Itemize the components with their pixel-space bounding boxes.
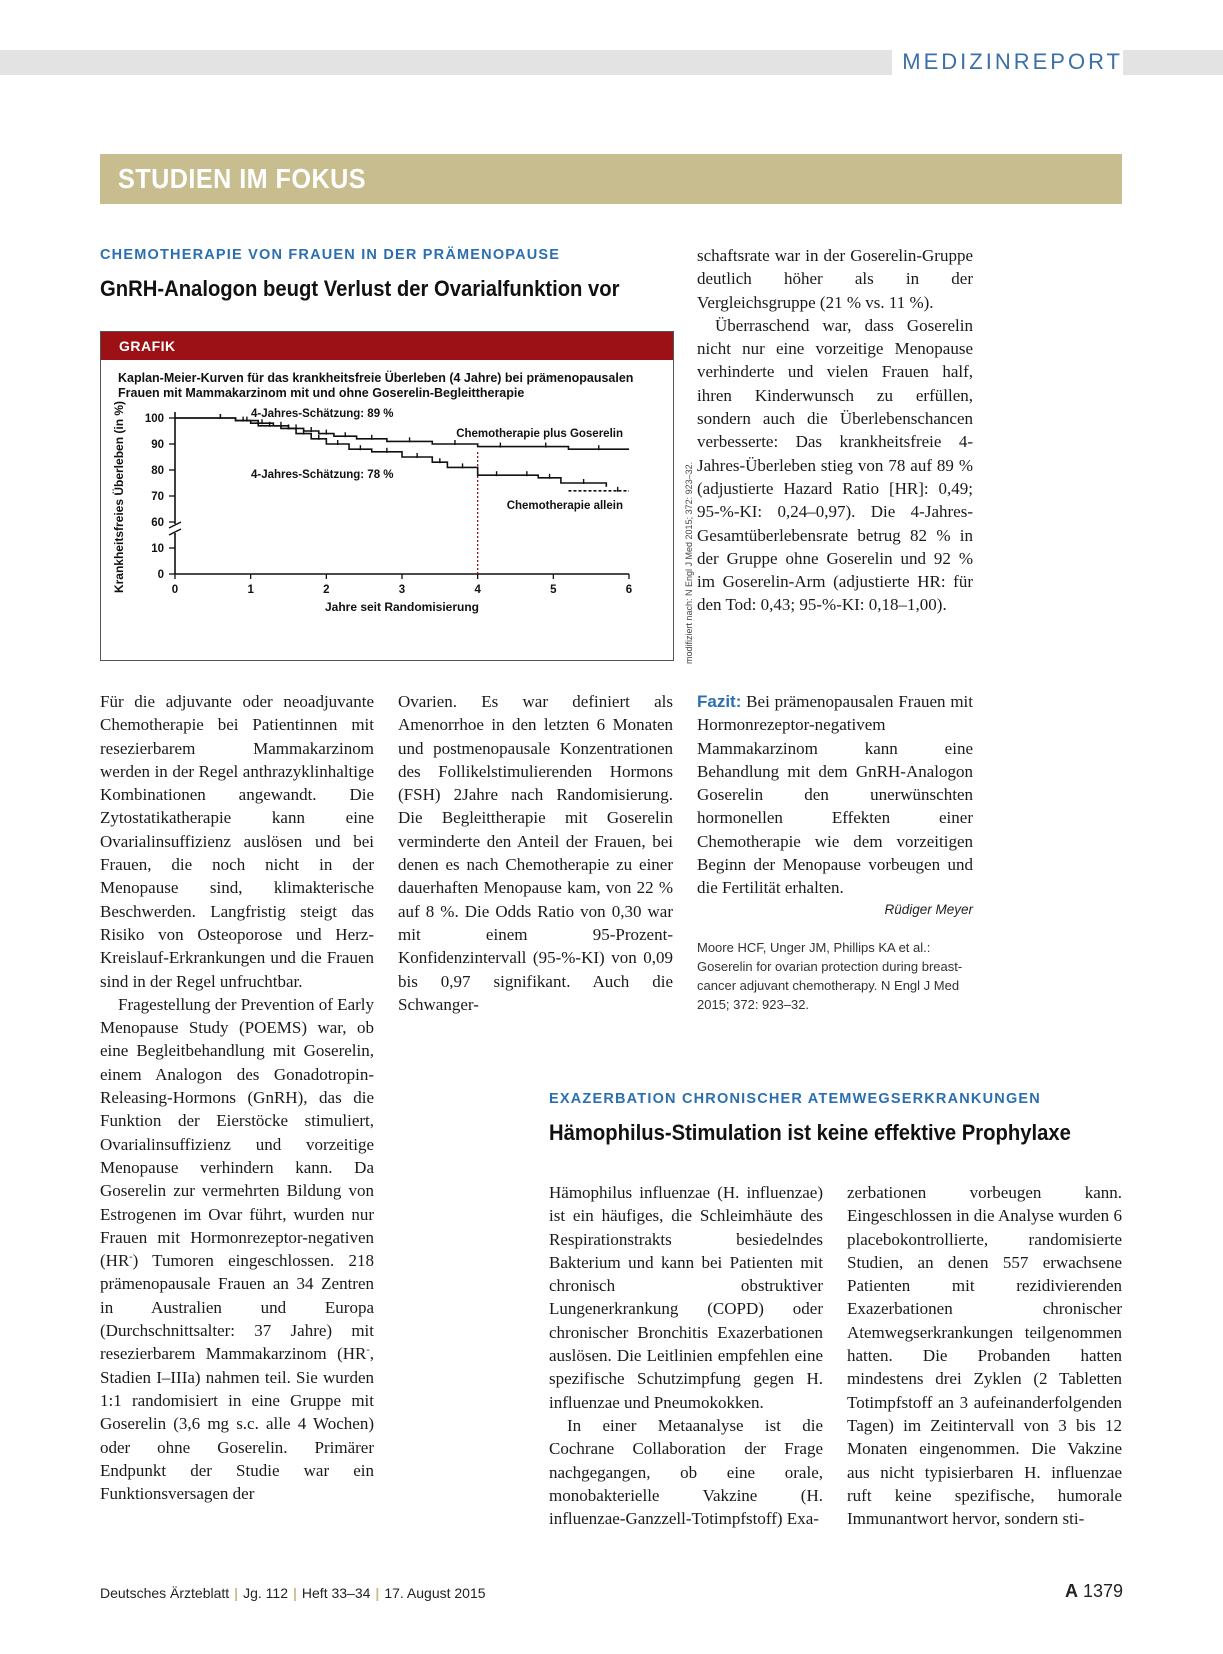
article2-headline: Hämophilus-Stimulation ist keine effektive Prophylaxe bbox=[549, 1120, 1071, 1145]
kaplan-meier-chart bbox=[101, 332, 673, 660]
footer: Deutsches Ärzteblatt | Jg. 112 | Heft 33–34 | 17. August 2015 bbox=[100, 1585, 486, 1601]
article1-column-3 bbox=[697, 244, 973, 617]
article2-kicker: EXAZERBATION CHRONISCHER ATEMWEGSERKRANKUNGEN bbox=[549, 1091, 1041, 1107]
x-tick-label: 5 bbox=[550, 584, 557, 596]
section-banner bbox=[100, 154, 1122, 204]
article1-col3-paragraph-2: Überraschend war, dass Goserelin nicht nur eine vorzeitige Menopause verhinderte und vielen Frauen half, ihren Kinderwunsch zu erfüllen, sondern auch die Überlebenschancen verbesserte: Das krankheitsfreie 4-Jahres-Überleben stieg von 78 auf 89 % (adjustierte Hazard Ratio [HR]: 0,49; 95-%-KI: 0,24–0,97). Die 4-Jahres-Gesamtüberlebensrate betrug 82 % in der Gruppe ohne Goserelin und 92 % im Goserelin-Arm (adjustierte HR: für den Tod: 0,43; 95-%-KI: 0,18–1,00). bbox=[697, 315, 973, 615]
article2-col1-paragraph-2: In einer Metaanalyse ist die Cochrane Collaboration der Frage nachgegangen, ob eine orale, monobakterielle Vakzine (H. influenzae-Ganzzell-Totimpfstoff) Exa- bbox=[549, 1415, 823, 1529]
article1-col1-paragraph-1: Für die adjuvante oder neoadjuvante Chemotherapie bei Patientinnen mit resezierbarem Mammakarzinom werden in der Regel anthrazyklinhaltige Kombinationen angewandt. Die Zytostatikatherapie kann eine Ovarialinsuffizienz auslösen und bei Frauen, die noch nicht in der Menopause sind, klimakterische Beschwerden. Langfristig steigt das Risiko von Osteoporose und Herz-Kreislauf-Erkrankungen und die Frauen sind in der Regel unfruchtbar. bbox=[100, 692, 374, 991]
article2-col2-paragraph: zerbationen vorbeugen kann. Eingeschlossen in die Analyse wurden 6 placebokontrollierte, randomisierte Studien, an denen 557 erwachsene Patienten mit rezidivierenden Exazerbationen chronischer Atemwegserkrankungen teilgenommen hatten. Die Probanden hatten mindestens drei Zyklen (2 Tabletten Totimpfstoff an 3 aufeinanderfolgenden Tagen) im Zeitintervall von 3 bis 12 Monaten eingenommen. Die Vakzine aus nicht typisierbaren H. influenzae ruft keine spezifische, humorale Immunantwort hervor, sondern sti- bbox=[847, 1183, 1122, 1529]
chart-annotation: 4-Jahres-Schätzung: 89 % bbox=[251, 408, 394, 420]
chart-figure bbox=[100, 331, 674, 661]
article1-col1-paragraph-2: Fragestellung der Prevention of Early Menopause Study (POEMS) war, ob eine Begleitbehandlung mit Goserelin, einem Analogon des Gonadotropin-Releasing-Hormons (GnRH), das die Funktion der Eierstöcke stimuliert, Ovarialinsuffizienz und vorzeitige Menopause verhindern kann. Da Goserelin zur vermehrten Bildung von Estrogenen im Ovar führt, wurden nur Frauen mit Hormonrezeptor-negativen (HR-) Tumoren eingeschlossen. 218 prämenopausale Frauen an 34 Zentren in Australien und Europa (Durchschnittsalter: 37 Jahre) mit resezierbarem Mammakarzinom (HR-, Stadien I–IIIa) nahmen teil. Sie wurden 1:1 randomisiert in eine Gruppe mit Goserelin (3,6 mg s.c. alle 4 Wochen) oder ohne Goserelin. Primärer Endpunkt der Studie war ein Funktionsversagen der bbox=[100, 994, 374, 1504]
y-tick-label: 60 bbox=[151, 517, 164, 529]
section-banner-title: STUDIEN IM FOKUS bbox=[118, 163, 367, 194]
x-tick-label: 6 bbox=[625, 584, 633, 596]
footer-journal: Deutsches Ärzteblatt bbox=[100, 1585, 230, 1601]
article1-col2-paragraph: Ovarien. Es war definiert als Amenorrhoe in den letzten 6 Monaten und postmenopausale Konzentrationen des Follikelstimulierenden Hormons (FSH) 2Jahre nach Randomisierung. Die Begleittherapie mit Goserelin verminderte den Anteil der Frauen, bei denen es nach Chemotherapie zu einer dauerhaften Menopause kam, von 22 % auf 8 %. Die Odds Ratio von 0,30 war mit einem 95-Prozent-Konfidenzintervall (95-%-KI) von 0,09 bis 0,97 signifikant. Auch die Schwanger- bbox=[398, 692, 673, 1014]
y-tick-label: 90 bbox=[151, 439, 164, 451]
chart-annotation: Chemotherapie allein bbox=[506, 500, 623, 512]
section-label: MEDIZINREPORT bbox=[892, 48, 1123, 76]
x-tick-label: 2 bbox=[323, 584, 330, 596]
y-tick-label: 0 bbox=[157, 569, 164, 581]
y-tick-label: 100 bbox=[144, 413, 164, 425]
article2-column-2 bbox=[847, 1181, 1122, 1530]
article1-col3-paragraph-1: schaftsrate war in der Goserelin-Gruppe deutlich höher als in der Vergleichsgruppe (21 % vs. 11 %). bbox=[697, 246, 973, 312]
article1-fazit bbox=[697, 690, 973, 900]
article1-column-2 bbox=[398, 690, 673, 1016]
chart-header-label: GRAFIK bbox=[119, 338, 176, 354]
article2-column-1 bbox=[549, 1181, 823, 1530]
footer-date: 17. August 2015 bbox=[384, 1585, 486, 1601]
article1-kicker: CHEMOTHERAPIE VON FRAUEN IN DER PRÄMENOPAUSE bbox=[100, 247, 561, 263]
y-tick-label: 80 bbox=[151, 465, 164, 477]
chart-title: Kaplan-Meier-Kurven für das krankheitsfreie Überleben (4 Jahre) bei prämenopausalen Frauen mit Mammakarzinom mit und ohne Goserelin-Begleittherapie bbox=[118, 371, 634, 400]
x-tick-label: 0 bbox=[171, 584, 179, 596]
footer-volume: Jg. 112 bbox=[243, 1585, 288, 1601]
chart-annotation: Chemotherapie plus Goserelin bbox=[456, 428, 623, 440]
y-tick-label: 10 bbox=[151, 543, 164, 555]
x-tick-label: 4 bbox=[474, 584, 481, 596]
chart-annotation: 4-Jahres-Schätzung: 78 % bbox=[251, 469, 394, 481]
page-number: A 1379 bbox=[1064, 1581, 1123, 1601]
fazit-text: Bei prämenopausalen Frauen mit Hormonrezeptor-negativem Mammakarzinom kann eine Behandlung mit dem GnRH-Analogon Goserelin den unerwünschten hormonellen Effekten einer Chemotherapie wie dem vorzeitigen Beginn der Menopause vorbeugen und die Fertilität erhalten. bbox=[697, 692, 973, 898]
article1-reference: Moore HCF, Unger JM, Phillips KA et al.: Goserelin for ovarian protection during breast-cancer adjuvant chemotherapy. N Engl J Med 2015; 372: 923–32. bbox=[697, 940, 963, 1012]
y-tick-label: 70 bbox=[151, 491, 164, 503]
x-axis-label: Jahre seit Randomisierung bbox=[324, 600, 480, 614]
article1-column-1 bbox=[100, 690, 374, 1505]
article1-headline: GnRH-Analogon beugt Verlust der Ovarialfunktion vor bbox=[100, 276, 620, 301]
x-tick-label: 1 bbox=[247, 584, 254, 596]
x-tick-label: 3 bbox=[398, 584, 406, 596]
chart-source: modifiziert nach: N Engl J Med 2015; 372: 923–32. bbox=[684, 461, 694, 664]
article1-author: Rüdiger Meyer bbox=[884, 902, 973, 917]
footer-issue: Heft 33–34 bbox=[301, 1585, 371, 1601]
y-axis-label: Krankheitsfreies Überleben (in %) bbox=[112, 400, 126, 594]
article2-col1-paragraph-1: Hämophilus influenzae (H. influenzae) ist ein häufiges, die Schleimhäute des Respirationstrakts besiedelndes Bakterium und kann bei Patienten mit chronisch obstruktiver Lungenerkrankung (COPD) oder chronischer Bronchitis Exazerbationen auslösen. Die Leitlinien empfehlen eine spezifische Schutzimpfung gegen H. influenzae und Pneumokokken. bbox=[549, 1183, 823, 1412]
fazit-label: Fazit: bbox=[697, 692, 742, 711]
